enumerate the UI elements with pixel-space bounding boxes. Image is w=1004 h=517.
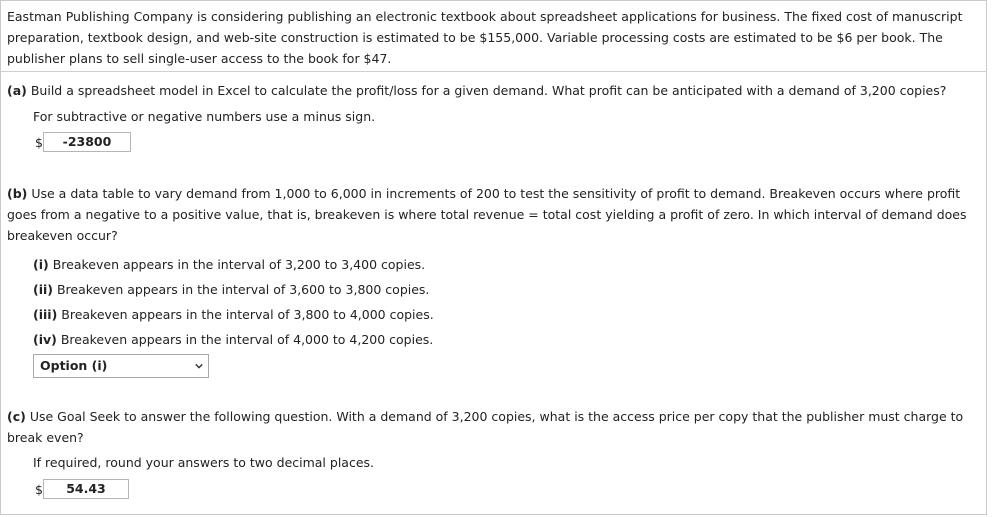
part-c-hint: If required, round your answers to two decimal places. [33,455,374,470]
option-ii-text: Breakeven appears in the interval of 3,600 to 3,800 copies. [56,282,430,297]
part-b-options [33,252,434,352]
part-a-hint: For subtractive or negative numbers use a minus sign. [33,109,376,124]
part-a-label: (a) [7,83,27,98]
part-a-question [7,80,977,101]
option-i [33,252,434,277]
part-b-label: (b) [7,186,28,201]
option-ii [33,277,434,302]
option-iv [33,327,434,352]
part-c-question [7,406,977,448]
option-ii-num: (ii) [33,282,53,297]
option-iii-text: Breakeven appears in the interval of 3,800 to 4,000 copies. [61,307,434,322]
chevron-down-icon [195,362,203,370]
option-i-num: (i) [33,257,49,272]
part-c-currency: $ [35,482,43,497]
option-iii [33,302,434,327]
part-a-text: Build a spreadsheet model in Excel to calculate the profit/loss for a given demand. What profit can be anticipated with a demand of 3,200 copies? [30,83,947,98]
problem-intro: Eastman Publishing Company is considering publishing an electronic textbook about spreadsheet applications for business. The fixed cost of manuscript preparation, textbook design, and web-site construction is estimated to be $155,000. Variable processing costs are estimated to be $6 per book. The publisher plans to sell single-user access to the book for $47. [7,9,963,66]
part-c-text: Use Goal Seek to answer the following question. With a demand of 3,200 copies, what is the access price per copy that the publisher must charge to break even? [7,409,964,445]
part-b-answer-select[interactable] [33,354,209,378]
part-a-answer-input[interactable]: -23800 [43,132,131,152]
option-iii-num: (iii) [33,307,58,322]
part-c-label: (c) [7,409,26,424]
option-iv-num: (iv) [33,332,57,347]
part-c-answer-input[interactable]: 54.43 [43,479,129,499]
part-b-question [7,183,977,246]
part-a-currency: $ [35,135,43,150]
part-b-selected-value: Option (i) [40,358,108,373]
divider [0,71,987,72]
option-iv-text: Breakeven appears in the interval of 4,000 to 4,200 copies. [60,332,434,347]
part-b-text: Use a data table to vary demand from 1,000 to 6,000 in increments of 200 to test the sensitivity of profit to demand. Breakeven occurs where profit goes from a negative to a positive value, that is, breakeven is where total revenue = total cost yielding a profit of zero. In which interval of demand does breakeven occur? [7,186,967,243]
option-i-text: Breakeven appears in the interval of 3,200 to 3,400 copies. [52,257,426,272]
